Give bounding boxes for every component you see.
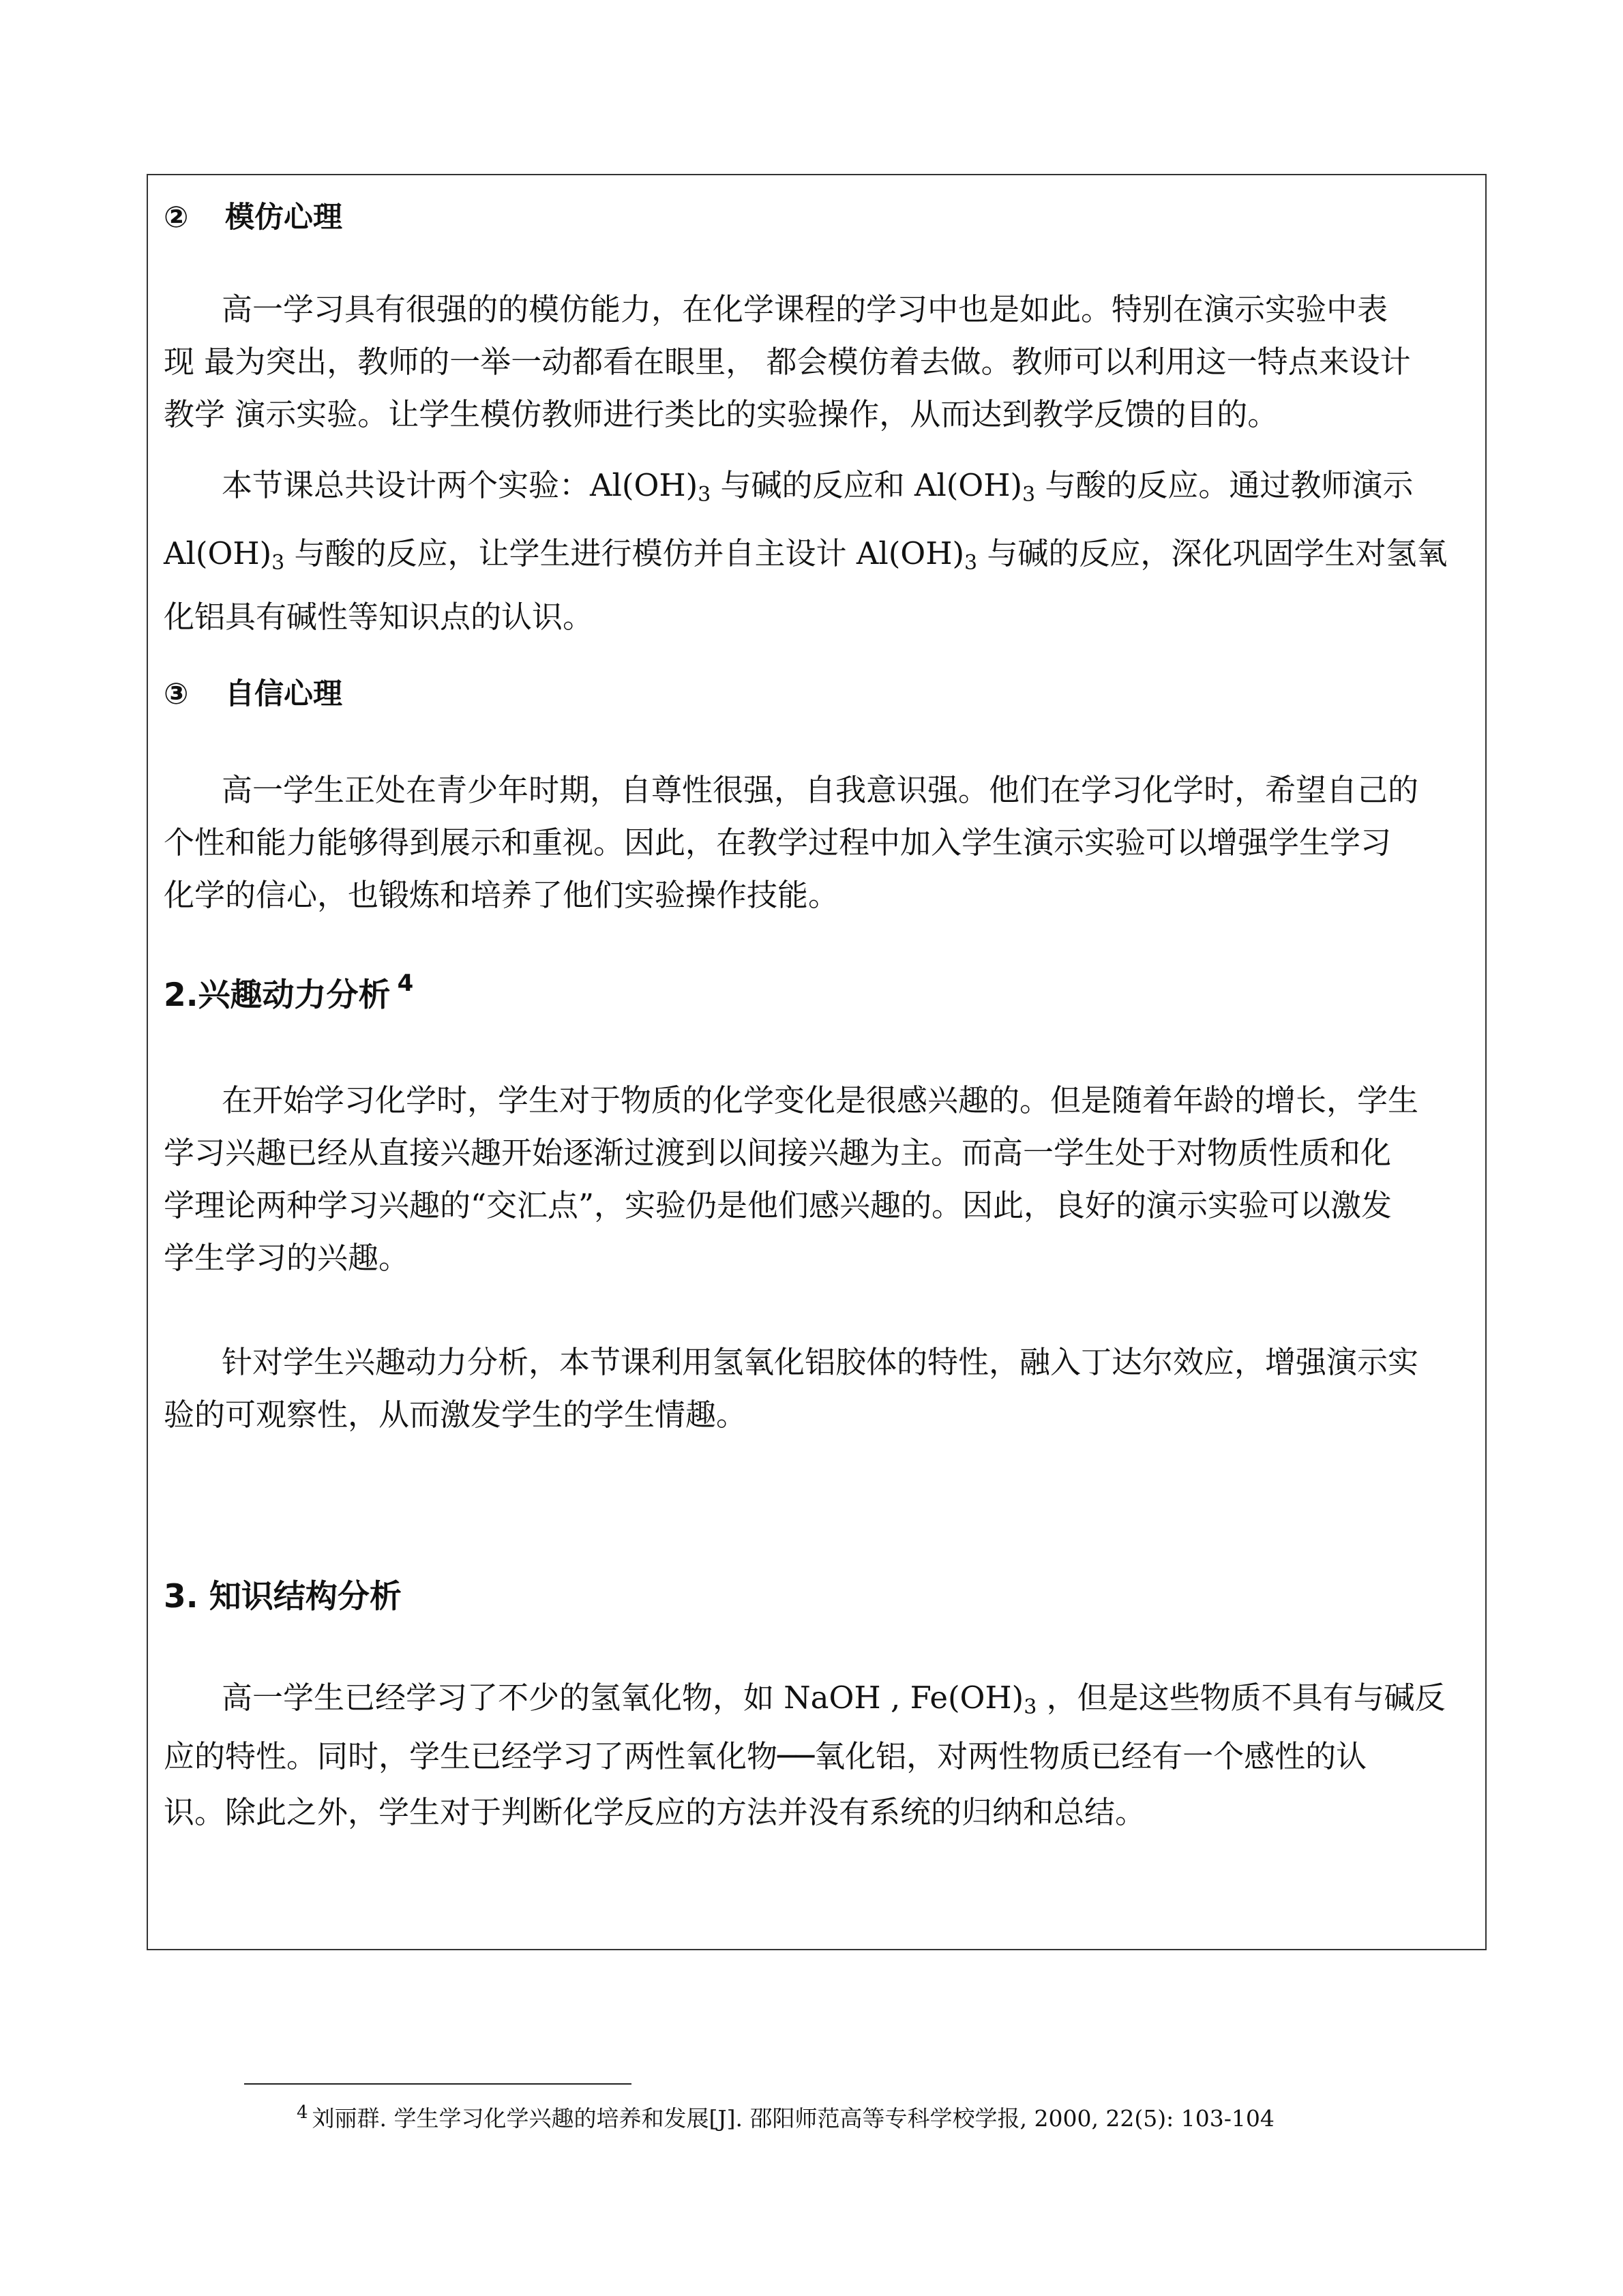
formula-subscript: 3 [271,551,285,575]
circled-number: ③ [164,677,189,711]
formula-subscript: 3 [964,551,978,575]
footnote-text: 刘丽群. 学生学习化学兴趣的培养和发展[J]. 邵阳师范高等专科学校学报, 2000, 22(5): 103-104 [312,2105,1275,2132]
paragraph-line [164,533,1447,574]
paragraph-line: 化铝具有碱性等知识点的认识。 [164,599,594,635]
formula-base: Al(OH) [590,467,698,503]
footnote-number: 4 [297,2102,308,2123]
paragraph-line [222,1678,1446,1718]
subheading-imitation [164,197,342,238]
formula-subscript: 3 [698,483,711,507]
text-run: 本节课总共设计两个实验： [222,467,591,503]
subheading-confidence [164,674,342,715]
chemical-formula [856,535,978,575]
paragraph-line: 针对学生兴趣动力分析，本节课利用氢氧化铝胶体的特性，融入丁达尔效应，增强演示实 [222,1344,1419,1380]
formula-base: Al(OH) [164,535,272,571]
footnote-separator [244,2083,631,2085]
text-run: 与碱的反应，深化巩固学生对氢氧 [977,535,1448,571]
paragraph-line: 验的可观察性，从而激发学生的学生情趣。 [164,1397,747,1433]
chemical-formula [914,467,1036,507]
chemical-formula [164,535,285,575]
formula-subscript: 3 [1022,483,1036,507]
paragraph-line: 高一学习具有很强的的模仿能力，在化学课程的学习中也是如此。特别在演示实验中表 [222,291,1388,327]
footnote [297,2104,1275,2134]
text-run: 与酸的反应。通过教师演示 [1035,467,1414,503]
paragraph-line: 在开始学习化学时，学生对于物质的化学变化是很感兴趣的。但是随着年龄的增长，学生 [222,1082,1419,1118]
section-title: 2.兴趣动力分析 [164,976,391,1014]
footnote-reference: 4 [397,970,414,997]
formula-subscript: 3 [1024,1695,1037,1719]
chemical-formula [910,1680,1037,1719]
paragraph-line: 学理论两种学习兴趣的“交汇点”，实验仍是他们感兴趣的。因此，良好的演示实验可以激发 [164,1187,1393,1223]
subheading-title: 自信心理 [225,677,342,711]
paragraph-line: 现 最为突出，教师的一举一动都看在眼里， 都会模仿着去做。教师可以利用这一特点来设计 [164,344,1411,380]
chemical-formula [590,467,711,507]
paragraph-line: 化学的信心，也锻炼和培养了他们实验操作技能。 [164,877,839,913]
text-run: 与酸的反应，让学生进行模仿并自主设计 [284,535,857,571]
section-heading-knowledge: 3. 知识结构分析 [164,1578,402,1615]
paragraph-line [222,465,1413,506]
paragraph-line: 教学 演示实验。让学生模仿教师进行类比的实验操作，从而达到教学反馈的目的。 [164,396,1279,432]
circled-number: ② [164,200,189,235]
paragraph-line: 高一学生正处在青少年时期，自尊性很强，自我意识强。他们在学习化学时，希望自己的 [222,772,1419,808]
text-run: 高一学生已经学习了不少的氢氧化物，如 NaOH , [222,1680,910,1716]
paragraph-line: 应的特性。同时，学生已经学习了两性氧化物──氧化铝，对两性物质已经有一个感性的认 [164,1738,1367,1774]
paragraph-line: 个性和能力能够得到展示和重视。因此，在教学过程中加入学生演示实验可以增强学生学习 [164,824,1392,861]
paragraph-line: 学习兴趣已经从直接兴趣开始逐渐过渡到以间接兴趣为主。而高一学生处于对物质性质和化 [164,1135,1392,1171]
formula-base: Al(OH) [914,467,1022,503]
paragraph-line: 学生学习的兴趣。 [164,1240,410,1276]
text-run: ，但是这些物质不具有与碱反 [1037,1680,1446,1716]
paragraph-line: 识。除此之外，学生对于判断化学反应的方法并没有系统的归纳和总结。 [164,1794,1146,1830]
subheading-title: 模仿心理 [225,200,342,235]
text-run: 与碱的反应和 [711,467,914,503]
formula-base: Fe(OH) [910,1680,1024,1716]
formula-base: Al(OH) [856,535,964,571]
section-heading-interest [164,970,414,1016]
